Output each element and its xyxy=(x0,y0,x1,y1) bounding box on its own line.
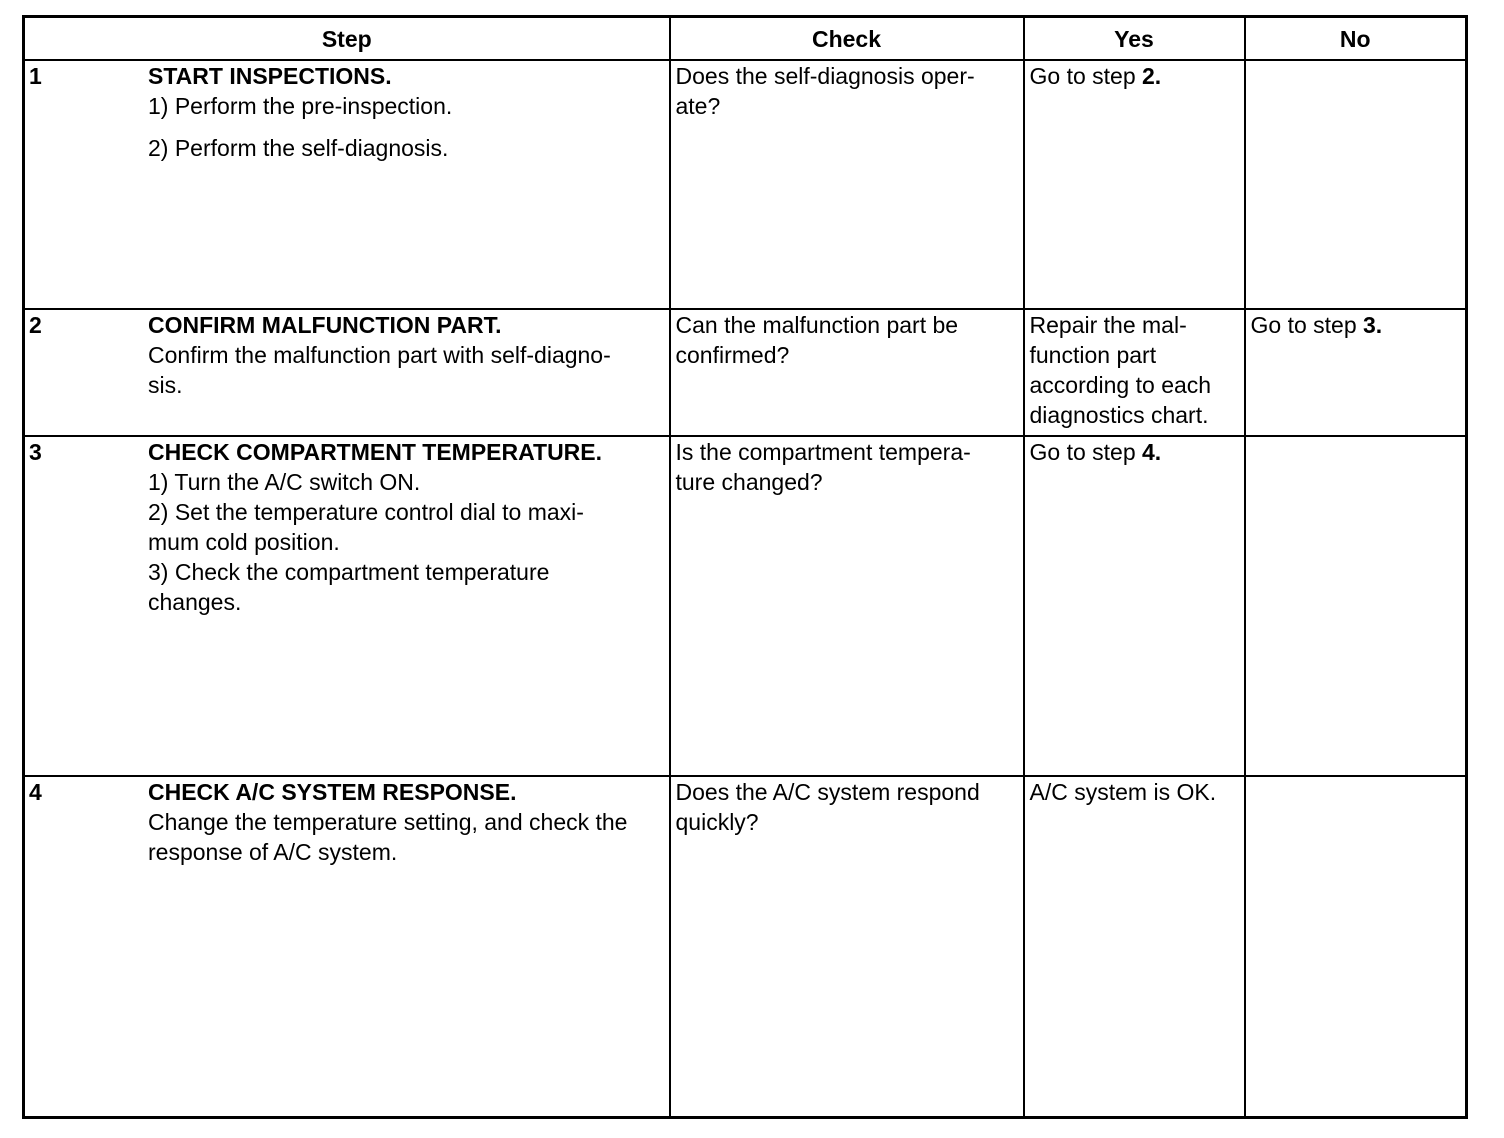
yes-text: Go to step xyxy=(1029,439,1143,465)
step-line: response of A/C system. xyxy=(148,839,398,865)
header-row xyxy=(24,17,1467,61)
step-cell xyxy=(24,436,670,776)
table-row xyxy=(24,309,1467,436)
no-cell xyxy=(1245,436,1467,776)
check-cell xyxy=(670,309,1024,436)
header-no: No xyxy=(1245,17,1467,61)
yes-line: Repair the mal- xyxy=(1029,312,1187,338)
check-line: Does the self-diagnosis oper- xyxy=(675,63,975,89)
check-cell xyxy=(670,776,1024,1118)
step-title: CONFIRM MALFUNCTION PART. xyxy=(148,312,502,338)
yes-line: function part xyxy=(1029,342,1157,368)
step-line: 3) Check the compartment temperature xyxy=(148,559,550,585)
check-cell xyxy=(670,60,1024,309)
check-line: Is the compartment tempera- xyxy=(675,439,971,465)
check-cell xyxy=(670,436,1024,776)
yes-line: according to each xyxy=(1029,372,1212,398)
yes-step-ref: 4. xyxy=(1142,439,1162,465)
check-line: Does the A/C system respond xyxy=(675,779,980,805)
step-title: START INSPECTIONS. xyxy=(148,63,392,89)
step-line: 2) Perform the self-diagnosis. xyxy=(148,135,449,161)
no-text: Go to step xyxy=(1250,312,1364,338)
header-check: Check xyxy=(670,17,1024,61)
header-yes: Yes xyxy=(1024,17,1245,61)
check-line: confirmed? xyxy=(675,342,790,368)
no-cell xyxy=(1245,309,1467,436)
yes-cell xyxy=(1024,60,1245,309)
check-line: Can the malfunction part be xyxy=(675,312,959,338)
step-line: sis. xyxy=(148,372,183,398)
table-row xyxy=(24,436,1467,776)
check-line: quickly? xyxy=(675,809,759,835)
step-cell xyxy=(24,60,670,309)
step-cell xyxy=(24,309,670,436)
no-cell xyxy=(1245,776,1467,1118)
yes-text: Go to step xyxy=(1029,63,1143,89)
yes-cell xyxy=(1024,776,1245,1118)
yes-line: diagnostics chart. xyxy=(1029,402,1209,428)
step-line: 1) Perform the pre-inspection. xyxy=(148,93,453,119)
check-line: ture changed? xyxy=(675,469,823,495)
step-line: Confirm the malfunction part with self-diagno- xyxy=(148,342,611,368)
table-row xyxy=(24,776,1467,1118)
no-cell xyxy=(1245,60,1467,309)
table-row xyxy=(24,60,1467,309)
yes-text: A/C system is OK. xyxy=(1029,779,1217,805)
check-line: ate? xyxy=(675,93,721,119)
step-title: CHECK A/C SYSTEM RESPONSE. xyxy=(148,779,517,805)
header-step: Step xyxy=(24,17,670,61)
step-number: 1 xyxy=(29,63,42,89)
step-number: 2 xyxy=(29,312,42,338)
step-number: 4 xyxy=(29,779,42,805)
step-title: CHECK COMPARTMENT TEMPERATURE. xyxy=(148,439,603,465)
diagnostic-table xyxy=(22,15,1468,1119)
step-line: mum cold position. xyxy=(148,529,340,555)
step-line: 1) Turn the A/C switch ON. xyxy=(148,469,421,495)
step-cell xyxy=(24,776,670,1118)
step-number: 3 xyxy=(29,439,42,465)
step-line: changes. xyxy=(148,589,242,615)
no-step-ref: 3. xyxy=(1363,312,1383,338)
yes-cell xyxy=(1024,309,1245,436)
yes-step-ref: 2. xyxy=(1142,63,1162,89)
step-line: 2) Set the temperature control dial to maxi- xyxy=(148,499,584,525)
yes-cell xyxy=(1024,436,1245,776)
step-line: Change the temperature setting, and check the xyxy=(148,809,628,835)
